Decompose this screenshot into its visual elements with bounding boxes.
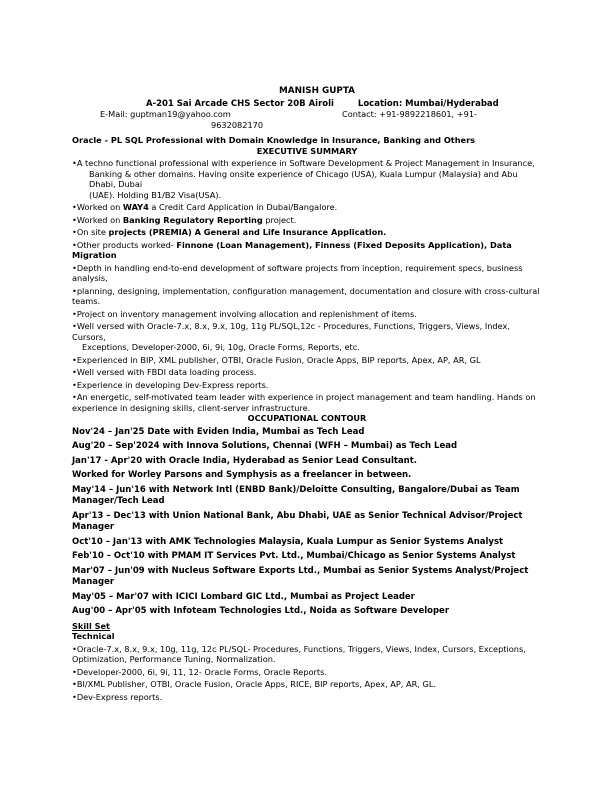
job-entry: Aug'20 – Sep'2024 with Innova Solutions, Chennai (WFH – Mumbai) as Tech Lead xyxy=(72,441,458,451)
job-entry: May'14 – Jun'16 with Network Intl (ENBD Bank)/Deloitte Consulting, Bangalore/Dubai as Team Manager/Tech Lead xyxy=(72,484,520,506)
job-entry: Aug'00 – Apr'05 with Infoteam Technologies Ltd., Noida as Software Developer xyxy=(72,606,450,616)
summary-bullet xyxy=(72,321,542,353)
job-entry: Oct'10 – Jan'13 with AMK Technologies Malaysia, Kuala Lumpur as Senior Systems Analyst xyxy=(72,536,504,547)
skill-item: •Oracle-7.x, 8.x, 9.x, 10g, 11g, 12c PL/SQL- Procedures, Functions, Triggers, Views, Index, Cursors, Exceptions, Optimization, Performance Tuning, Normalization. xyxy=(72,643,526,664)
summary-bold: Finnone (Loan Management), Finness (Fixed Deposits Application), Data Migration xyxy=(72,239,512,260)
summary-bullet: •Project on inventory management involving allocation and replenishment of items. xyxy=(72,308,417,319)
summary-text: Exceptions, Developer-2000, 6i, 9i, 10g, Oracle Forms, Reports, etc. xyxy=(82,342,360,352)
email: E-Mail: guptman19@yahoo.com xyxy=(100,109,231,119)
phone-line-2: 9632082170 xyxy=(211,120,264,130)
technical-subtitle: Technical xyxy=(72,631,115,641)
contact-block xyxy=(72,109,542,131)
summary-bullet xyxy=(72,202,542,213)
job-entry: Apr'13 – Dec'13 with Union National Bank, Abu Dhabi, UAE as Senior Technical Advisor/Project Manager xyxy=(72,510,523,532)
summary-text: (UAE). Holding B1/B2 Visa(USA). xyxy=(89,189,222,200)
summary-text: project. xyxy=(262,214,297,225)
job-entry: Mar'07 – Jun'09 with Nucleus Software Exports Ltd., Mumbai as Senior Systems Analyst/Project Manager xyxy=(72,565,529,587)
summary-text: •Worked on xyxy=(72,214,123,225)
job-entry: Jan'17 - Apr'20 with Oracle India, Hyderabad as Senior Lead Consultant. xyxy=(72,455,418,466)
summary-bullet xyxy=(72,158,542,200)
resume-page xyxy=(72,86,542,702)
summary-text: •Well versed with Oracle-7.x, 8.x, 9.x, 10g, 11g PL/SQL,12c - Procedures, Functions, Triggers, Views, Index, Cursors, xyxy=(72,321,510,342)
summary-bold: WAY4 xyxy=(122,202,149,212)
phone-line-1: Contact: +91-9892218601, +91- xyxy=(342,109,477,119)
job-entry: May'05 – Mar'07 with ICICI Lombard GIC Ltd., Mumbai as Project Leader xyxy=(72,591,415,602)
summary-bullet: •planning, designing, implementation, configuration management, documentation and closure with cross-cultural teams. xyxy=(72,285,540,306)
summary-text: •Other products worked- xyxy=(72,239,177,250)
job-entry: Feb'10 – Oct'10 with PMAM IT Services Pvt. Ltd., Mumbai/Chicago as Senior Systems Analyst xyxy=(72,551,516,561)
address-line xyxy=(146,99,542,110)
skill-item: •BI/XML Publisher, OTBI, Oracle Fusion, Oracle Apps, RICE, BIP reports, Apex, AP, AR, GL. xyxy=(72,679,437,689)
address: A-201 Sai Arcade CHS Sector 20B Airoli xyxy=(146,98,334,109)
summary-text: •A techno functional professional with experience in Software Development & Project Management in Insurance, xyxy=(72,158,535,168)
summary-text: Banking & other domains. Having onsite experience of Chicago (USA), Kuala Lumpur (Malaysia) and Abu Dhabi, Dubai xyxy=(89,168,518,189)
summary-bold: projects (PREMIA) A General and Life Insurance Application. xyxy=(108,227,387,237)
summary-text: •Worked on xyxy=(72,202,123,212)
skill-set-title: Skill Set xyxy=(72,620,110,631)
skill-item: •Developer-2000, 6i, 9i, 11, 12- Oracle Forms, Oracle Reports. xyxy=(72,666,327,677)
summary-bullet xyxy=(72,240,542,261)
occupational-contour-title: OCCUPATIONAL CONTOUR xyxy=(247,413,367,423)
summary-bullet: •Experience in developing Dev-Express reports. xyxy=(72,379,269,390)
job-entry: Nov'24 – Jan'25 Date with Eviden India, Mumbai as Tech Lead xyxy=(72,426,365,437)
professional-headline: Oracle - PL SQL Professional with Domain Knowledge in Insurance, Banking and Others xyxy=(72,135,476,145)
summary-text: a Credit Card Application in Dubai/Bangalore. xyxy=(148,202,338,212)
executive-summary-title: EXECUTIVE SUMMARY xyxy=(256,145,358,156)
summary-bullet xyxy=(72,227,542,238)
summary-bullet xyxy=(72,215,542,226)
summary-bold: Banking Regulatory Reporting xyxy=(122,214,263,225)
summary-text: •On site xyxy=(72,227,109,237)
summary-bullet: •Depth in handling end-to-end development of software projects from inception, requirement specs, business analysis, xyxy=(72,262,523,283)
job-entry: Worked for Worley Parsons and Symphysis as a freelancer in between. xyxy=(72,470,412,480)
summary-bullet: •Well versed with FBDI data loading process. xyxy=(72,367,257,377)
location: Location: Mumbai/Hyderabad xyxy=(357,98,499,109)
summary-bullet: •An energetic, self-motivated team leader with experience in project management and team handling. Hands on experience in designing skills, client-server infrastructure. xyxy=(72,392,536,413)
candidate-name: MANISH GUPTA xyxy=(279,86,355,96)
summary-bullet: •Experienced in BIP, XML publisher, OTBI, Oracle Fusion, Oracle Apps, BIP reports, Apex, AP, AR, GL xyxy=(72,354,481,365)
skill-item: •Dev-Express reports. xyxy=(72,691,163,702)
